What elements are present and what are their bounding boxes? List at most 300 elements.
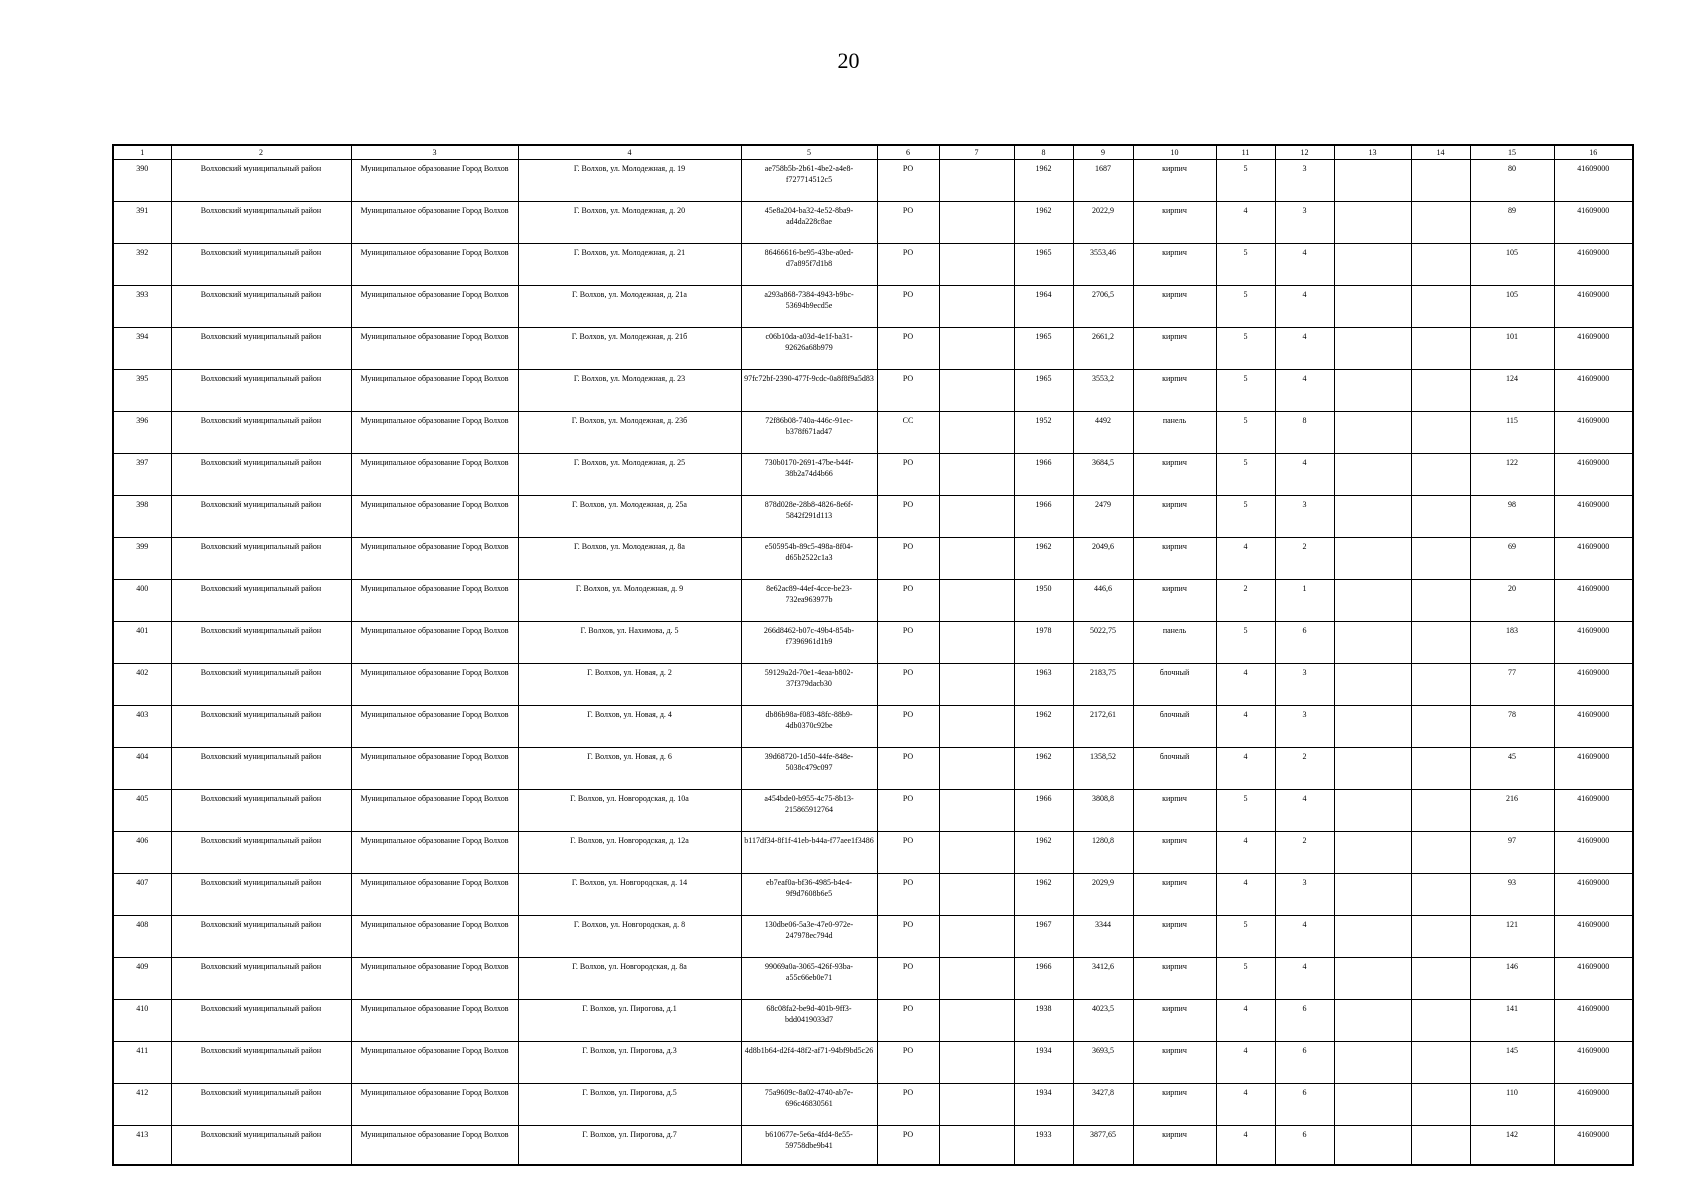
- table-row: [113, 874, 1633, 916]
- column-header: 9: [1073, 145, 1133, 160]
- table-cell: 3684,5: [1073, 454, 1133, 496]
- table-cell: 1358,52: [1073, 748, 1133, 790]
- table-cell: [1411, 244, 1470, 286]
- table-cell: 41609000: [1554, 412, 1633, 454]
- table-cell: Волховский муниципальный район: [171, 1000, 351, 1042]
- table-cell: Муниципальное образование Город Волхов: [351, 916, 518, 958]
- table-cell: [1411, 790, 1470, 832]
- table-cell: 41609000: [1554, 580, 1633, 622]
- table-row: [113, 496, 1633, 538]
- table-cell: 5: [1216, 370, 1275, 412]
- table-cell: 2706,5: [1073, 286, 1133, 328]
- table-cell: 2: [1275, 832, 1334, 874]
- table-cell: 4: [1216, 1126, 1275, 1166]
- table-cell: [939, 790, 1014, 832]
- table-cell: кирпич: [1133, 160, 1216, 202]
- table-cell: 1965: [1014, 244, 1073, 286]
- table-cell: e505954b-89c5-498a-8f04-d65b2522c1a3: [741, 538, 877, 580]
- table-cell: 1962: [1014, 202, 1073, 244]
- table-cell: 6: [1275, 1042, 1334, 1084]
- table-cell: [1411, 160, 1470, 202]
- table-cell: блочный: [1133, 664, 1216, 706]
- page-number: 20: [837, 48, 860, 73]
- table-cell: 77: [1470, 664, 1554, 706]
- table-cell: кирпич: [1133, 286, 1216, 328]
- table-cell: 1962: [1014, 160, 1073, 202]
- table-cell: Муниципальное образование Город Волхов: [351, 958, 518, 1000]
- table-cell: Волховский муниципальный район: [171, 1126, 351, 1166]
- table-cell: [1334, 1126, 1411, 1166]
- table-cell: 3: [1275, 874, 1334, 916]
- table-cell: 5: [1216, 244, 1275, 286]
- table-cell: 1962: [1014, 538, 1073, 580]
- table-cell: 41609000: [1554, 790, 1633, 832]
- table-cell: 409: [113, 958, 171, 1000]
- table-cell: кирпич: [1133, 916, 1216, 958]
- table-cell: 3: [1275, 664, 1334, 706]
- table-cell: 6: [1275, 1000, 1334, 1042]
- table-cell: [939, 622, 1014, 664]
- table-cell: Волховский муниципальный район: [171, 832, 351, 874]
- table-cell: [1334, 370, 1411, 412]
- table-cell: 4: [1275, 244, 1334, 286]
- table-cell: Г. Волхов, ул. Пирогова, д.1: [518, 1000, 741, 1042]
- table-cell: 393: [113, 286, 171, 328]
- table-cell: 1965: [1014, 328, 1073, 370]
- table-cell: 1962: [1014, 874, 1073, 916]
- table-cell: Г. Волхов, ул. Новгородская, д. 8: [518, 916, 741, 958]
- table-row: [113, 790, 1633, 832]
- table-cell: 2183,75: [1073, 664, 1133, 706]
- table-cell: 3: [1275, 496, 1334, 538]
- table-cell: 1978: [1014, 622, 1073, 664]
- table-cell: РО: [877, 622, 939, 664]
- column-header: 14: [1411, 145, 1470, 160]
- table-cell: кирпич: [1133, 370, 1216, 412]
- table-cell: 405: [113, 790, 171, 832]
- table-cell: [939, 202, 1014, 244]
- table-row: [113, 286, 1633, 328]
- table-cell: Муниципальное образование Город Волхов: [351, 664, 518, 706]
- table-cell: 5: [1216, 160, 1275, 202]
- table-cell: Волховский муниципальный район: [171, 538, 351, 580]
- table-cell: Г. Волхов, ул. Новая, д. 6: [518, 748, 741, 790]
- table-cell: Г. Волхов, ул. Новгородская, д. 10а: [518, 790, 741, 832]
- table-cell: Г. Волхов, ул. Молодежная, д. 19: [518, 160, 741, 202]
- column-header: 5: [741, 145, 877, 160]
- table-cell: [1411, 328, 1470, 370]
- table-cell: 1934: [1014, 1084, 1073, 1126]
- table-cell: Г. Волхов, ул. Пирогова, д.3: [518, 1042, 741, 1084]
- table-cell: [939, 454, 1014, 496]
- table-cell: [939, 1042, 1014, 1084]
- table-cell: РО: [877, 160, 939, 202]
- table-cell: 45e8a204-ba32-4e52-8ba9-ad4da228c8ae: [741, 202, 877, 244]
- table-cell: 1962: [1014, 748, 1073, 790]
- table-cell: [1334, 958, 1411, 1000]
- table-cell: 130dbe06-5a3e-47e0-972e-247978ec794d: [741, 916, 877, 958]
- table-cell: 8: [1275, 412, 1334, 454]
- table-cell: РО: [877, 286, 939, 328]
- table-cell: 97fc72bf-2390-477f-9cdc-0a8f8f9a5d83: [741, 370, 877, 412]
- table-cell: Муниципальное образование Город Волхов: [351, 370, 518, 412]
- table-cell: [1334, 496, 1411, 538]
- table-cell: 1962: [1014, 832, 1073, 874]
- table-cell: 3553,46: [1073, 244, 1133, 286]
- table-cell: [939, 1000, 1014, 1042]
- table-cell: [1411, 286, 1470, 328]
- table-cell: Муниципальное образование Город Волхов: [351, 580, 518, 622]
- table-cell: 89: [1470, 202, 1554, 244]
- table-cell: РО: [877, 1084, 939, 1126]
- table-cell: Г. Волхов, ул. Пирогова, д.5: [518, 1084, 741, 1126]
- table-cell: кирпич: [1133, 202, 1216, 244]
- table-cell: 45: [1470, 748, 1554, 790]
- table-cell: 121: [1470, 916, 1554, 958]
- table-cell: 4023,5: [1073, 1000, 1133, 1042]
- table-cell: 2022,9: [1073, 202, 1133, 244]
- table-cell: 6: [1275, 622, 1334, 664]
- table-cell: 5: [1216, 496, 1275, 538]
- table-cell: Муниципальное образование Город Волхов: [351, 790, 518, 832]
- table-row: [113, 454, 1633, 496]
- table-cell: РО: [877, 832, 939, 874]
- table-cell: [1411, 1042, 1470, 1084]
- table-cell: 141: [1470, 1000, 1554, 1042]
- table-cell: 105: [1470, 244, 1554, 286]
- table-cell: [939, 160, 1014, 202]
- table-cell: [939, 370, 1014, 412]
- table-cell: кирпич: [1133, 958, 1216, 1000]
- column-header: 7: [939, 145, 1014, 160]
- table-cell: 4: [1216, 1042, 1275, 1084]
- table-cell: 391: [113, 202, 171, 244]
- table-cell: СС: [877, 412, 939, 454]
- table-cell: 2479: [1073, 496, 1133, 538]
- table-cell: 1966: [1014, 454, 1073, 496]
- table-cell: Муниципальное образование Город Волхов: [351, 1000, 518, 1042]
- table-cell: 411: [113, 1042, 171, 1084]
- table-cell: 1965: [1014, 370, 1073, 412]
- table-cell: b610677e-5e6a-4fd4-8e55-59758dbe9b41: [741, 1126, 877, 1166]
- table-cell: Волховский муниципальный район: [171, 1042, 351, 1084]
- table-cell: Волховский муниципальный район: [171, 874, 351, 916]
- table-cell: 2172,61: [1073, 706, 1133, 748]
- table-row: [113, 580, 1633, 622]
- table-cell: 183: [1470, 622, 1554, 664]
- table-row: [113, 916, 1633, 958]
- table-cell: 1962: [1014, 706, 1073, 748]
- table-row: [113, 370, 1633, 412]
- table-cell: РО: [877, 580, 939, 622]
- table-row: [113, 748, 1633, 790]
- table-cell: [1334, 1084, 1411, 1126]
- table-cell: РО: [877, 244, 939, 286]
- table-cell: РО: [877, 790, 939, 832]
- table-cell: 41609000: [1554, 874, 1633, 916]
- table-row: [113, 1084, 1633, 1126]
- table-cell: кирпич: [1133, 832, 1216, 874]
- column-header: 16: [1554, 145, 1633, 160]
- table-cell: РО: [877, 1042, 939, 1084]
- table-cell: 878d028e-28b8-4826-8e6f-5842f291d113: [741, 496, 877, 538]
- table-cell: 400: [113, 580, 171, 622]
- column-header: 1: [113, 145, 171, 160]
- table-cell: [1411, 874, 1470, 916]
- table-cell: [1411, 664, 1470, 706]
- table-cell: 41609000: [1554, 244, 1633, 286]
- table-cell: 2: [1275, 538, 1334, 580]
- table-cell: Г. Волхов, ул. Молодежная, д. 23б: [518, 412, 741, 454]
- table-cell: Волховский муниципальный район: [171, 370, 351, 412]
- table-cell: 5: [1216, 622, 1275, 664]
- table-cell: 3: [1275, 706, 1334, 748]
- table-cell: Г. Волхов, ул. Молодежная, д. 21: [518, 244, 741, 286]
- table-cell: [939, 916, 1014, 958]
- column-header: 13: [1334, 145, 1411, 160]
- table-cell: 1934: [1014, 1042, 1073, 1084]
- table-cell: 401: [113, 622, 171, 664]
- table-cell: 72f86b08-740a-446c-91ec-b378f671ad47: [741, 412, 877, 454]
- table-cell: [1334, 706, 1411, 748]
- table-cell: Муниципальное образование Город Волхов: [351, 160, 518, 202]
- table-cell: 2: [1216, 580, 1275, 622]
- table-cell: 2049,6: [1073, 538, 1133, 580]
- table-cell: Волховский муниципальный район: [171, 496, 351, 538]
- table-cell: РО: [877, 496, 939, 538]
- table-cell: [1411, 916, 1470, 958]
- table-cell: кирпич: [1133, 874, 1216, 916]
- housing-registry-table: [112, 144, 1634, 1166]
- table-cell: 5: [1216, 916, 1275, 958]
- table-cell: 80: [1470, 160, 1554, 202]
- column-header: 2: [171, 145, 351, 160]
- column-header: 12: [1275, 145, 1334, 160]
- table-cell: 1964: [1014, 286, 1073, 328]
- table-cell: [1411, 1084, 1470, 1126]
- table-row: [113, 664, 1633, 706]
- table-cell: [1334, 580, 1411, 622]
- table-cell: [1334, 790, 1411, 832]
- table-cell: 4: [1216, 202, 1275, 244]
- table-cell: [1411, 496, 1470, 538]
- column-header: 10: [1133, 145, 1216, 160]
- table-cell: 3427,8: [1073, 1084, 1133, 1126]
- table-cell: панель: [1133, 412, 1216, 454]
- table-cell: [1334, 1000, 1411, 1042]
- table-cell: a293a868-7384-4943-b9bc-53694b9ecd5e: [741, 286, 877, 328]
- table-cell: 122: [1470, 454, 1554, 496]
- table-cell: 41609000: [1554, 160, 1633, 202]
- table-row: [113, 1000, 1633, 1042]
- table-cell: [1334, 412, 1411, 454]
- table-cell: Г. Волхов, ул. Молодежная, д. 8а: [518, 538, 741, 580]
- header-row: [113, 145, 1633, 160]
- table-cell: [939, 958, 1014, 1000]
- table-cell: 5: [1216, 454, 1275, 496]
- column-header: 8: [1014, 145, 1073, 160]
- table-cell: РО: [877, 454, 939, 496]
- table-cell: 4: [1216, 832, 1275, 874]
- table-cell: Муниципальное образование Город Волхов: [351, 244, 518, 286]
- table-cell: Муниципальное образование Город Волхов: [351, 496, 518, 538]
- table-cell: 41609000: [1554, 622, 1633, 664]
- table-cell: 4: [1275, 454, 1334, 496]
- table-cell: 216: [1470, 790, 1554, 832]
- table-cell: [939, 580, 1014, 622]
- table-cell: [939, 538, 1014, 580]
- table-cell: [1411, 538, 1470, 580]
- table-cell: 41609000: [1554, 496, 1633, 538]
- table-cell: 41609000: [1554, 832, 1633, 874]
- table-cell: [1334, 832, 1411, 874]
- table-cell: 4: [1216, 1084, 1275, 1126]
- table-cell: [939, 328, 1014, 370]
- table-cell: Волховский муниципальный район: [171, 622, 351, 664]
- table-cell: 4d8b1b64-d2f4-48f2-af71-94bf9bd5c26: [741, 1042, 877, 1084]
- table-cell: Волховский муниципальный район: [171, 1084, 351, 1126]
- table-cell: Г. Волхов, ул. Молодежная, д. 25а: [518, 496, 741, 538]
- table-cell: 412: [113, 1084, 171, 1126]
- table-cell: c06b10da-a03d-4e1f-ba31-92626a68b979: [741, 328, 877, 370]
- table-cell: [1334, 202, 1411, 244]
- table-cell: [939, 664, 1014, 706]
- table-cell: 3693,5: [1073, 1042, 1133, 1084]
- table-cell: 5: [1216, 790, 1275, 832]
- table-cell: [1411, 748, 1470, 790]
- table-cell: 6: [1275, 1126, 1334, 1166]
- column-header: 3: [351, 145, 518, 160]
- table-cell: 266d8462-b07c-49b4-854b-f7396961d1b9: [741, 622, 877, 664]
- table-cell: [1334, 244, 1411, 286]
- table-cell: 1933: [1014, 1126, 1073, 1166]
- table-cell: [939, 748, 1014, 790]
- table-cell: 78: [1470, 706, 1554, 748]
- table-cell: eb7eaf0a-bf36-4985-b4e4-9f9d7608b6e5: [741, 874, 877, 916]
- table-cell: 446,6: [1073, 580, 1133, 622]
- table-cell: b117df34-8f1f-41eb-b44a-f77aee1f3486: [741, 832, 877, 874]
- table-cell: РО: [877, 706, 939, 748]
- table-row: [113, 1126, 1633, 1166]
- table-row: [113, 160, 1633, 202]
- table-cell: блочный: [1133, 706, 1216, 748]
- table-cell: 4: [1216, 706, 1275, 748]
- table-cell: Волховский муниципальный район: [171, 958, 351, 1000]
- table-cell: a454bde0-b955-4c75-8b13-215865912764: [741, 790, 877, 832]
- table-cell: кирпич: [1133, 454, 1216, 496]
- table-cell: кирпич: [1133, 580, 1216, 622]
- table-cell: 97: [1470, 832, 1554, 874]
- table-cell: 75a9609c-8a02-4740-ab7e-696c46830561: [741, 1084, 877, 1126]
- table-cell: Волховский муниципальный район: [171, 454, 351, 496]
- table-cell: [1334, 622, 1411, 664]
- table-cell: РО: [877, 916, 939, 958]
- table-cell: кирпич: [1133, 1000, 1216, 1042]
- table-cell: 1938: [1014, 1000, 1073, 1042]
- table-cell: Г. Волхов, ул. Молодежная, д. 23: [518, 370, 741, 412]
- table-cell: 3: [1275, 160, 1334, 202]
- table-cell: 4: [1275, 916, 1334, 958]
- table-cell: [1334, 1042, 1411, 1084]
- table-row: [113, 958, 1633, 1000]
- table-cell: 41609000: [1554, 1000, 1633, 1042]
- table-cell: 41609000: [1554, 1042, 1633, 1084]
- table-cell: 390: [113, 160, 171, 202]
- table-cell: блочный: [1133, 748, 1216, 790]
- table-cell: Муниципальное образование Город Волхов: [351, 622, 518, 664]
- table-cell: 413: [113, 1126, 171, 1166]
- table-cell: 3344: [1073, 916, 1133, 958]
- table-cell: Г. Волхов, ул. Молодежная, д. 9: [518, 580, 741, 622]
- table-cell: 396: [113, 412, 171, 454]
- table-cell: 99069a0a-3065-426f-93ba-a55c66eb0e71: [741, 958, 877, 1000]
- table-cell: Г. Волхов, ул. Новгородская, д. 14: [518, 874, 741, 916]
- table-cell: 41609000: [1554, 748, 1633, 790]
- table-cell: 403: [113, 706, 171, 748]
- table-cell: Волховский муниципальный район: [171, 244, 351, 286]
- table-cell: 399: [113, 538, 171, 580]
- table-cell: 3808,8: [1073, 790, 1133, 832]
- table-body: [113, 160, 1633, 1166]
- table-header: [113, 145, 1633, 160]
- table-cell: Г. Волхов, ул. Пирогова, д.7: [518, 1126, 741, 1166]
- table-cell: 404: [113, 748, 171, 790]
- table-cell: 1963: [1014, 664, 1073, 706]
- table-cell: Муниципальное образование Город Волхов: [351, 1042, 518, 1084]
- table-cell: 1966: [1014, 496, 1073, 538]
- table-cell: 39d68720-1d50-44fe-848e-5038c479c097: [741, 748, 877, 790]
- table-cell: 105: [1470, 286, 1554, 328]
- column-header: 4: [518, 145, 741, 160]
- table-cell: РО: [877, 664, 939, 706]
- table-cell: [939, 874, 1014, 916]
- table-cell: Муниципальное образование Город Волхов: [351, 874, 518, 916]
- table-cell: 2: [1275, 748, 1334, 790]
- table-cell: кирпич: [1133, 1126, 1216, 1166]
- table-row: [113, 538, 1633, 580]
- table-cell: 59129a2d-70e1-4eaa-b802-37f379dacb30: [741, 664, 877, 706]
- table-cell: [1411, 454, 1470, 496]
- table-cell: Г. Волхов, ул. Новгородская, д. 12а: [518, 832, 741, 874]
- table-cell: 98: [1470, 496, 1554, 538]
- table-cell: 41609000: [1554, 370, 1633, 412]
- table-cell: Муниципальное образование Город Волхов: [351, 202, 518, 244]
- table-cell: [939, 1126, 1014, 1166]
- table-cell: [939, 412, 1014, 454]
- table-cell: 86466616-be95-43be-a0ed-d7a895f7d1b8: [741, 244, 877, 286]
- table-cell: ae758b5b-2b61-4be2-a4e8-f727714512c5: [741, 160, 877, 202]
- table-cell: 3553,2: [1073, 370, 1133, 412]
- table-cell: кирпич: [1133, 496, 1216, 538]
- table-row: [113, 706, 1633, 748]
- table-cell: Г. Волхов, ул. Новгородская, д. 8а: [518, 958, 741, 1000]
- table-cell: кирпич: [1133, 244, 1216, 286]
- table-cell: 8e62ac89-44ef-4cce-be23-732ea963977b: [741, 580, 877, 622]
- table-cell: 730b0170-2691-47be-b44f-38b2a74d4b66: [741, 454, 877, 496]
- table-cell: 1967: [1014, 916, 1073, 958]
- table-cell: панель: [1133, 622, 1216, 664]
- table-cell: Волховский муниципальный район: [171, 790, 351, 832]
- table-cell: Г. Волхов, ул. Новая, д. 2: [518, 664, 741, 706]
- table-row: [113, 202, 1633, 244]
- table-cell: РО: [877, 328, 939, 370]
- table-cell: [1334, 328, 1411, 370]
- table-cell: Волховский муниципальный район: [171, 916, 351, 958]
- table-row: [113, 244, 1633, 286]
- table-row: [113, 328, 1633, 370]
- table-cell: кирпич: [1133, 790, 1216, 832]
- table-cell: [939, 1084, 1014, 1126]
